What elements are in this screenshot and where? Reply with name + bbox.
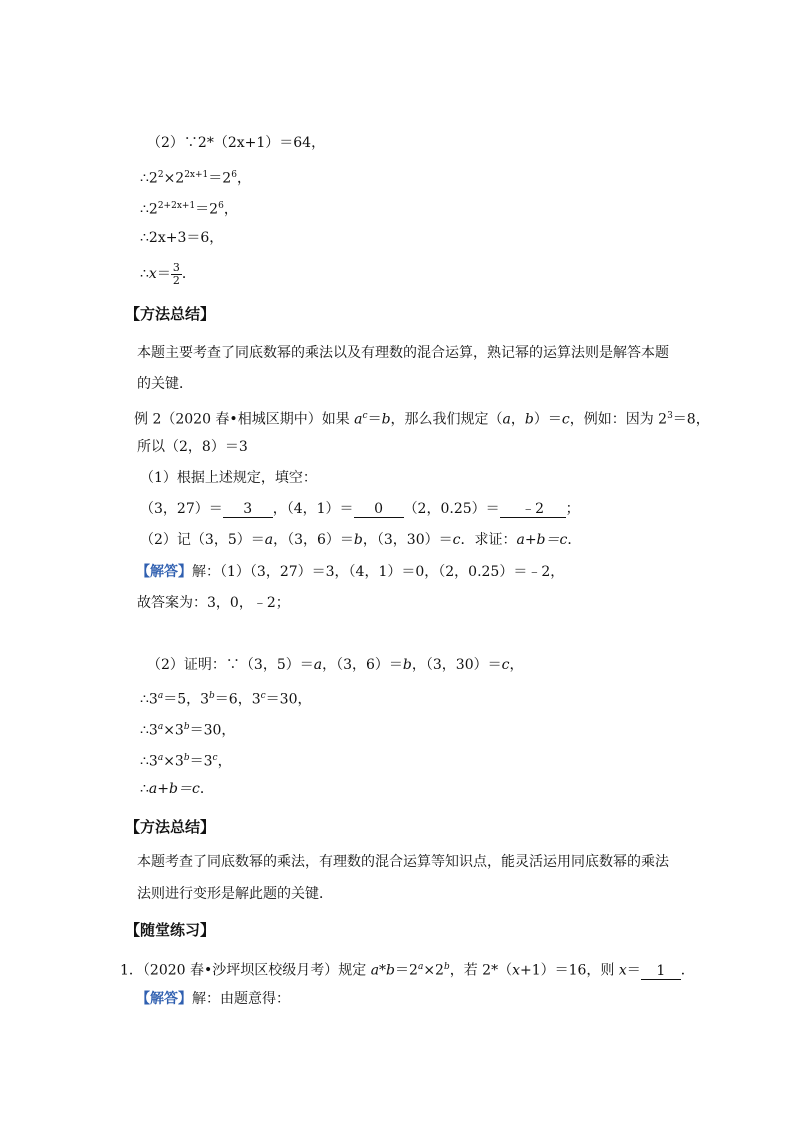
summary-line-1: 本题主要考查了同底数幂的乘法以及有理数的混合运算，熟记幂的运算法则是解答本题 — [137, 345, 669, 361]
fraction: $\frac{3}{2}$ — [172, 260, 180, 287]
example-2-continuation: 所以（2，8）＝3 — [137, 439, 248, 455]
line-step-3: ∴2x+3＝6， — [140, 230, 224, 246]
summary-line-2: 的关键． — [137, 376, 193, 392]
proof-line-4: $\therefore 3^a\times 3^b=3^c$， — [140, 753, 232, 770]
summary-2-line-1: 本题考查了同底数幂的乘法，有理数的混合运算等知识点，能灵活运用同底数幂的乘法 — [137, 854, 669, 870]
answer-tag: 【解答】 — [136, 991, 192, 1007]
proof-line-2: $\therefore 3^a=5$，$3^b=6$，$3^c=30$， — [140, 691, 312, 708]
answer-blank: 0 — [354, 501, 404, 518]
answer-3: 【解答】解：由题意得： — [136, 991, 290, 1007]
fill-in-line: （3，27）＝ 3 ，（4，1）＝ 0 （2，0.25）＝ ﹣2 ； — [140, 501, 580, 517]
section-heading-practice: 【随堂练习】 — [125, 921, 216, 939]
answer-1: 【解答】解：（1）（3，27）＝3，（4，1）＝0，（2，0.25）＝﹣2， — [136, 564, 565, 580]
line-given: （2）∵2*（2x+1）＝64， — [147, 135, 326, 151]
proof-line-5: ∴a+b＝c． — [140, 781, 214, 797]
example-2-statement: 例 2（2020 春•相城区期中）如果 $a^c=b$，那么我们规定（a，b）＝c，例如：因为 $2^3=8$， — [134, 411, 710, 428]
answer-tag: 【解答】 — [136, 564, 192, 580]
question-2: （2）记（3，5）＝a，（3，6）＝b，（3，30）＝c．求证：a+b＝c． — [140, 532, 582, 548]
answer-blank: ﹣2 — [500, 501, 566, 518]
line-step-2: $\therefore 2^{2+2x+1}=2^6$， — [140, 201, 238, 218]
section-heading-method: 【方法总结】 — [125, 305, 216, 323]
answer-1-conclusion: 故答案为：3，0，﹣2； — [137, 595, 290, 611]
answer-blank: 3 — [223, 501, 273, 518]
proof-line-1: （2）证明：∵（3，5）＝a，（3，6）＝b，（3，30）＝c， — [147, 657, 524, 673]
practice-question-1: 1．（2020 春•沙坪坝区校级月考）规定 $a*b=2^a\times 2^b$，若 2*（x+1）＝16，则 x＝ 1 ． — [120, 962, 695, 979]
question-1: （1）根据上述规定，填空： — [140, 470, 317, 486]
line-result: ∴x＝ $\frac{3}{2}$ ． — [140, 260, 196, 287]
summary-2-line-2: 法则进行变形是解此题的关键． — [137, 886, 333, 902]
line-step-1: $\therefore 2^2\times 2^{2x+1}=2^6$， — [140, 170, 251, 187]
proof-line-3: $\therefore 3^a\times 3^b=30$， — [140, 722, 236, 739]
section-heading-method-2: 【方法总结】 — [125, 818, 216, 836]
answer-blank: 1 — [641, 963, 681, 980]
